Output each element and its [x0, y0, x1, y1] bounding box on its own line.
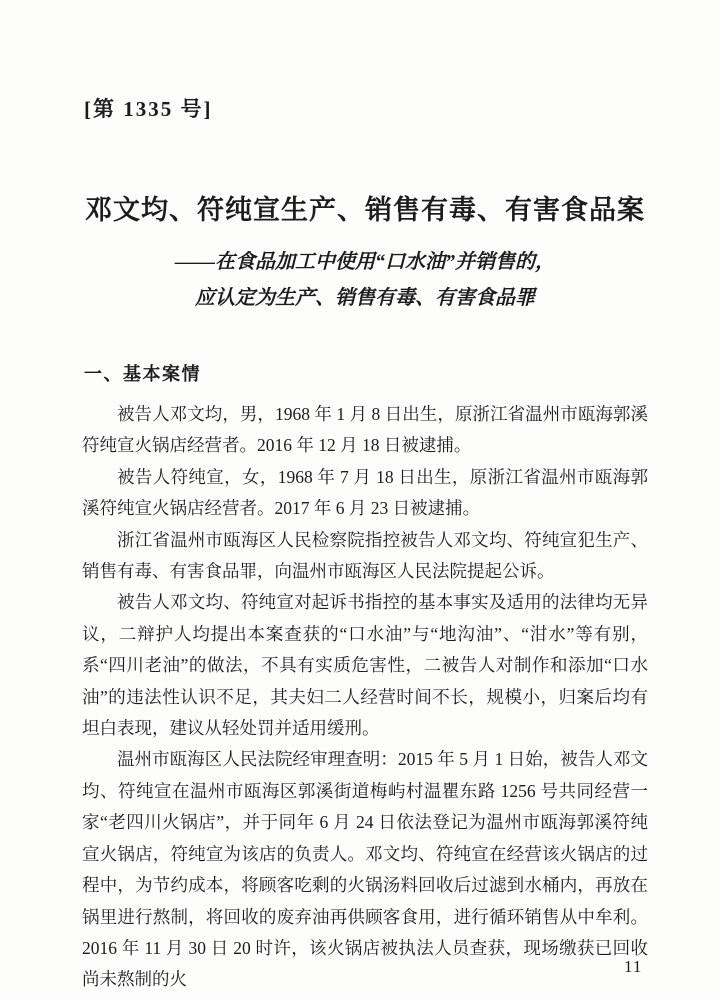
case-title: 邓文均、符纯宣生产、销售有毒、有害食品案	[85, 195, 645, 225]
body-paragraph-defense-opinion: 被告人邓文均、符纯宣对起诉书指控的基本事实及适用的法律均无异议，二辩护人均提出本案查获的“口水油”与“地沟油”、“泔水”等有别，系“四川老油”的做法，不具有实质危害性，二被告人对制作和添加“口水油”的违法性认识不足，其夫妇二人经营时间不长，规模小，归案后均有坦白表现，建议从轻处罚并适用缓刑。	[82, 592, 648, 739]
section-heading-basic-facts: 一、基本案情	[84, 364, 201, 384]
case-number: [第 1335 号]	[84, 97, 213, 121]
case-subtitle	[82, 244, 648, 316]
body-paragraph-defendant-deng: 被告人邓文均，男，1968 年 1 月 8 日出生，原浙江省温州市瓯海郭溪符纯宣火锅店经营者。2016 年 12 月 18 日被逮捕。	[82, 404, 648, 456]
body-paragraph-defendant-fu: 被告人符纯宣，女，1968 年 7 月 18 日出生，原浙江省温州市瓯海郭溪符纯宣火锅店经营者。2017 年 6 月 23 日被逮捕。	[82, 466, 648, 519]
case-subtitle-line-2: 应认定为生产、销售有毒、有害食品罪	[195, 287, 535, 309]
body-paragraph-court-findings: 温州市瓯海区人民法院经审理查明：2015 年 5 月 1 日始，被告人邓文均、符纯宣在温州市瓯海区郭溪街道梅屿村温瞿东路 1256 号共同经营一家“老四川火锅店”，并于同年 6 月 24 日依法登记为温州市瓯海郭溪符纯宣火锅店，符纯宣为该店的负责人。邓文均、符纯宣在经营该火锅店的过程中，为节约成本，将顾客吃剩的火锅汤料回收后过滤到水桶内，再放在锅里进行熬制，将回收的废弃油再供顾客食用，进行循环销售从中牟利。2016 年 11 月 30 日 20 时许，该火锅店被执法人员查获，现场缴获已回收尚未熬制的火	[82, 749, 648, 990]
case-subtitle-line-1: ——在食品加工中使用“口水油”并销售的，	[175, 251, 555, 273]
page-number: 11	[624, 957, 643, 976]
body-text	[82, 399, 648, 996]
body-paragraph-prosecution: 浙江省温州市瓯海区人民检察院指控被告人邓文均、符纯宣犯生产、销售有毒、有害食品罪，向温州市瓯海区人民法院提起公诉。	[82, 529, 648, 582]
